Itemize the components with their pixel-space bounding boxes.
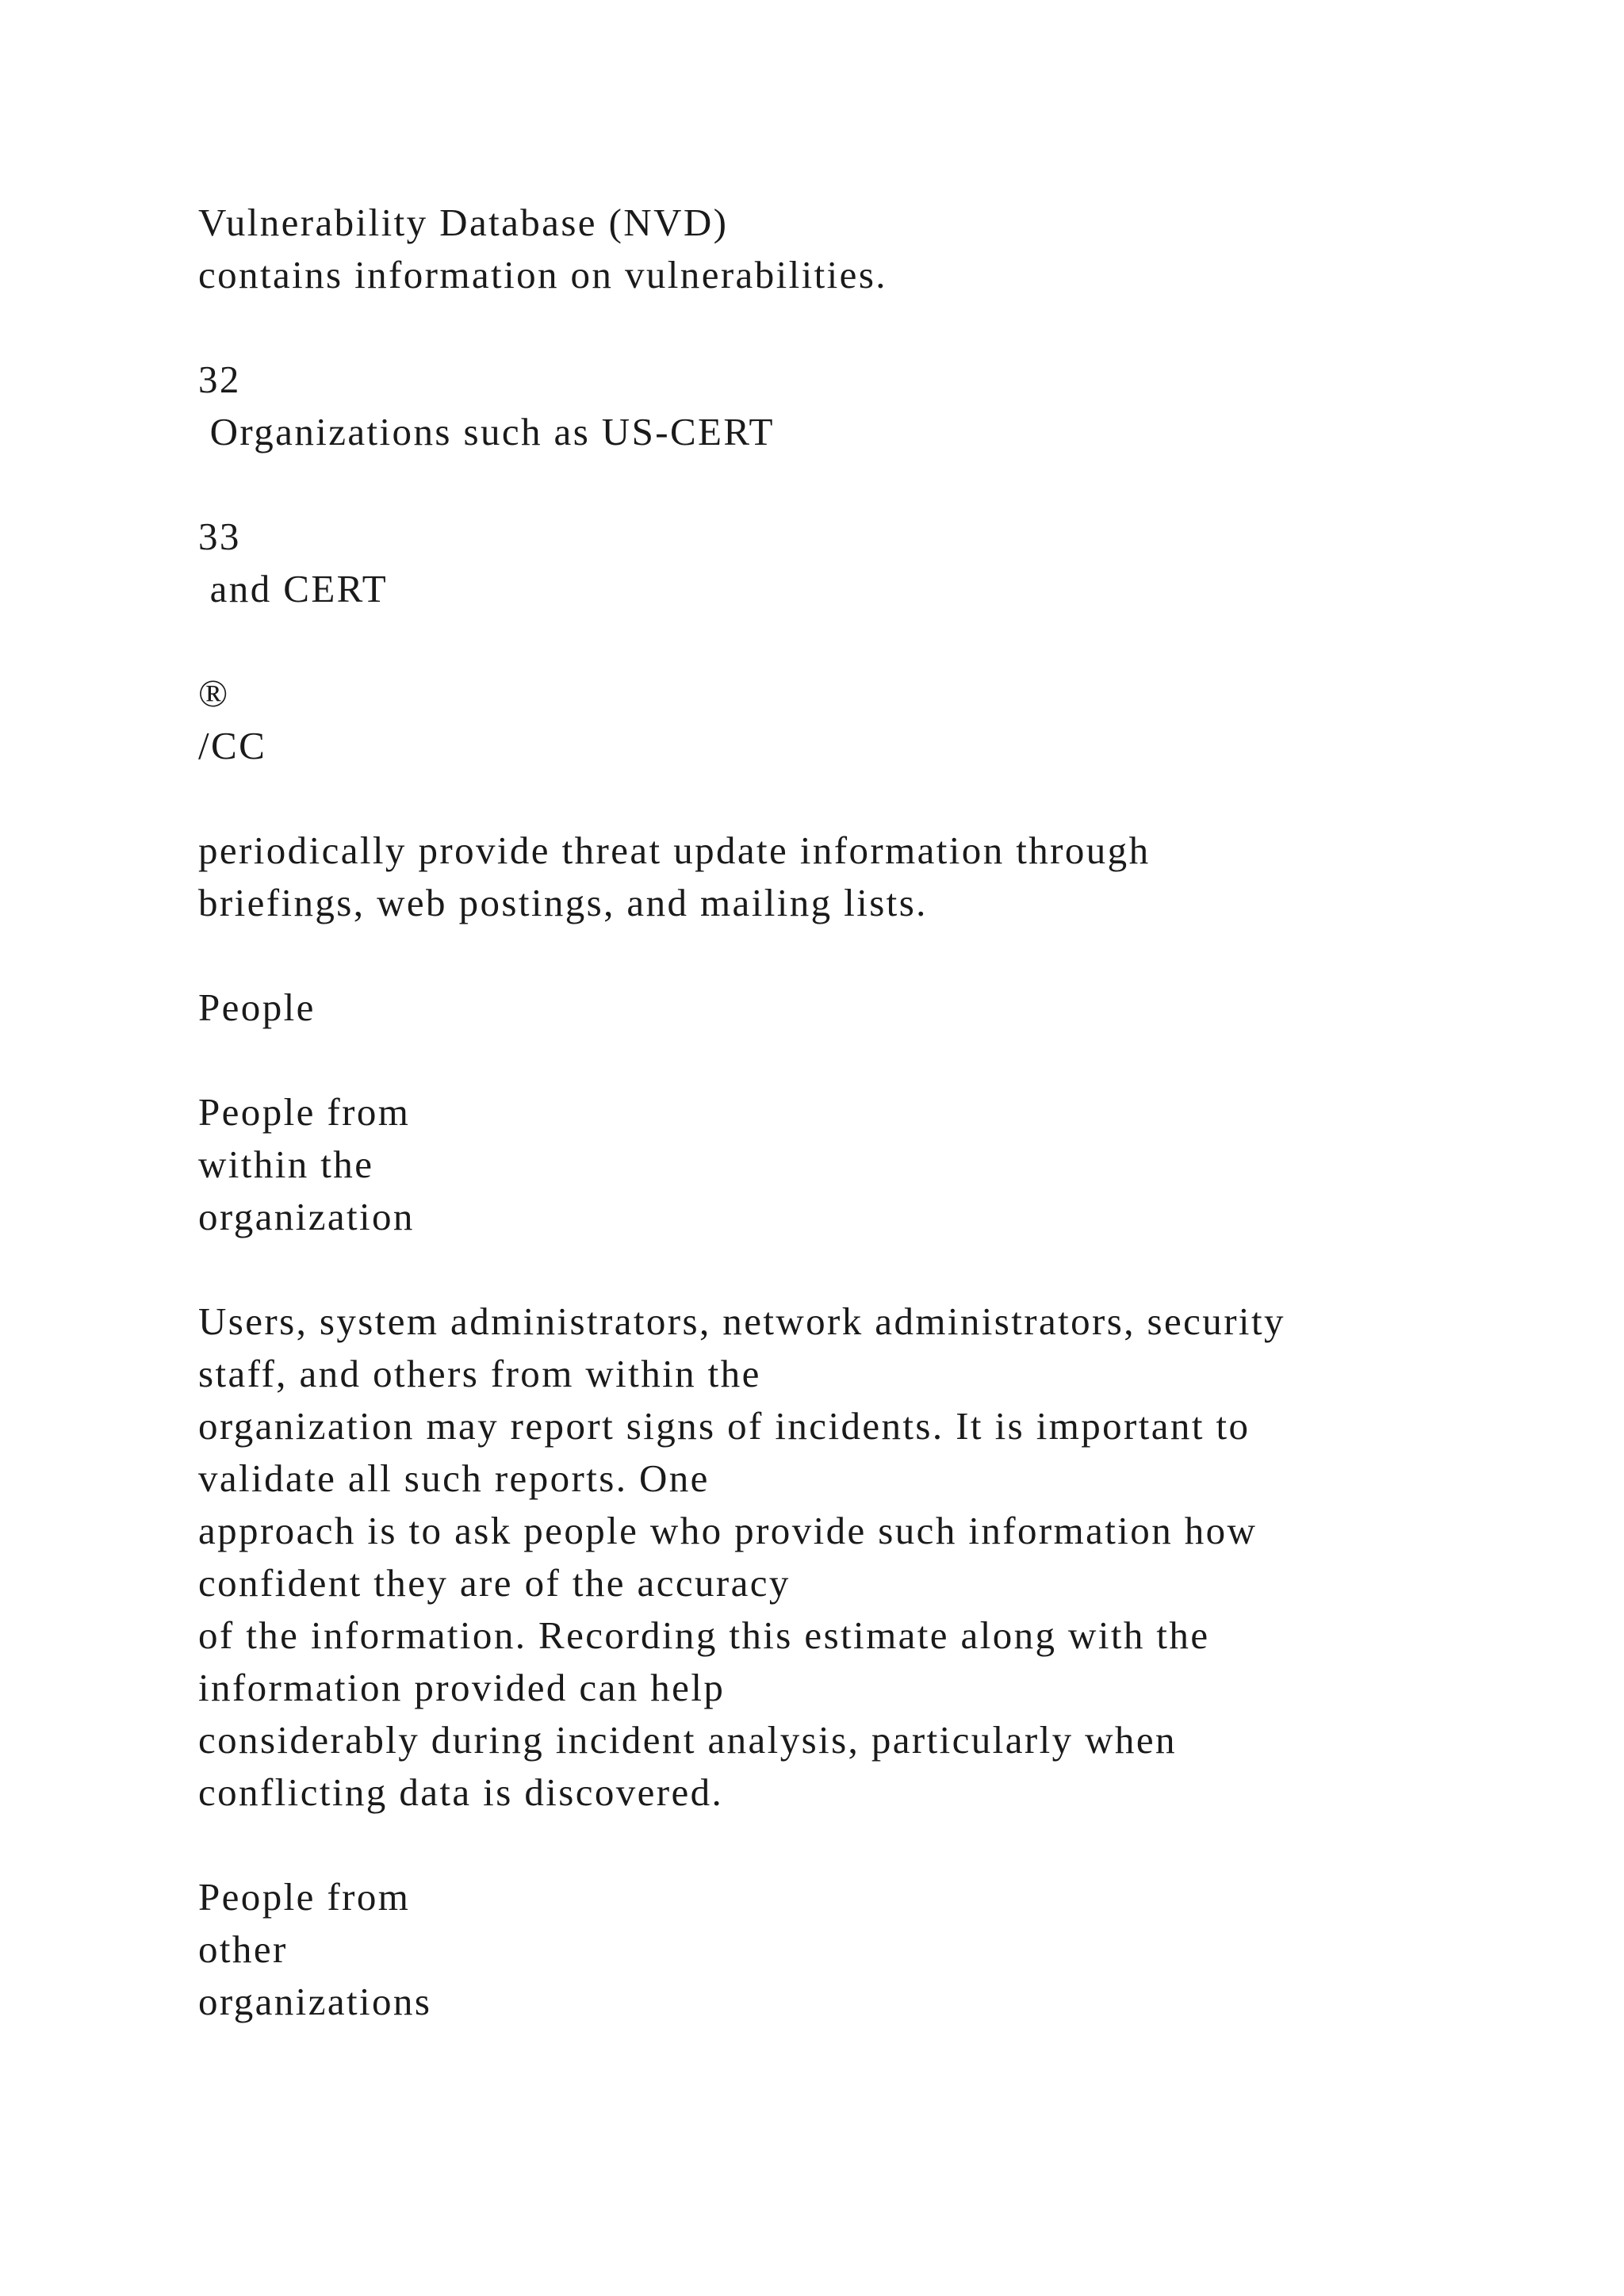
- text-line: Users, system administrators, network administrators, security: [198, 1299, 1285, 1343]
- row-label: within the: [198, 1142, 374, 1186]
- blank-line: [198, 1819, 1546, 1871]
- text-line: staff, and others from within the: [198, 1352, 761, 1395]
- text-line: validate all such reports. One: [198, 1456, 710, 1500]
- text-line: confident they are of the accuracy: [198, 1561, 791, 1605]
- text-line: contains information on vulnerabilities.: [198, 253, 887, 297]
- blank-line: [198, 1243, 1546, 1295]
- blank-line: [198, 1034, 1546, 1086]
- row-label: organization: [198, 1195, 415, 1238]
- row-label: People from: [198, 1875, 411, 1919]
- section-heading: People: [198, 985, 316, 1029]
- text-line: organization may report signs of incidents. It is important to: [198, 1404, 1251, 1448]
- row-label: organizations: [198, 1980, 432, 2023]
- registered-symbol: ®: [198, 672, 230, 715]
- document-body: [198, 197, 1546, 2028]
- text-line: Organizations such as US-CERT: [198, 410, 775, 453]
- text-line: /CC: [198, 724, 267, 767]
- text-line: and CERT: [198, 567, 389, 610]
- blank-line: [198, 301, 1546, 354]
- text-line: conflicting data is discovered.: [198, 1770, 724, 1814]
- blank-line: [198, 615, 1546, 668]
- text-line: Vulnerability Database (NVD): [198, 201, 729, 244]
- blank-line: [198, 458, 1546, 511]
- row-label: other: [198, 1927, 288, 1971]
- text-line: considerably during incident analysis, particularly when: [198, 1718, 1177, 1762]
- blank-line: [198, 772, 1546, 825]
- text-line: briefings, web postings, and mailing lists.: [198, 881, 928, 924]
- text-line: periodically provide threat update information through: [198, 828, 1151, 872]
- text-line: of the information. Recording this estimate along with the: [198, 1613, 1210, 1657]
- text-line: information provided can help: [198, 1666, 726, 1709]
- row-label: People from: [198, 1090, 411, 1134]
- blank-line: [198, 929, 1546, 982]
- footnote-number: 33: [198, 515, 241, 558]
- footnote-number: 32: [198, 358, 241, 401]
- text-line: approach is to ask people who provide such information how: [198, 1509, 1258, 1552]
